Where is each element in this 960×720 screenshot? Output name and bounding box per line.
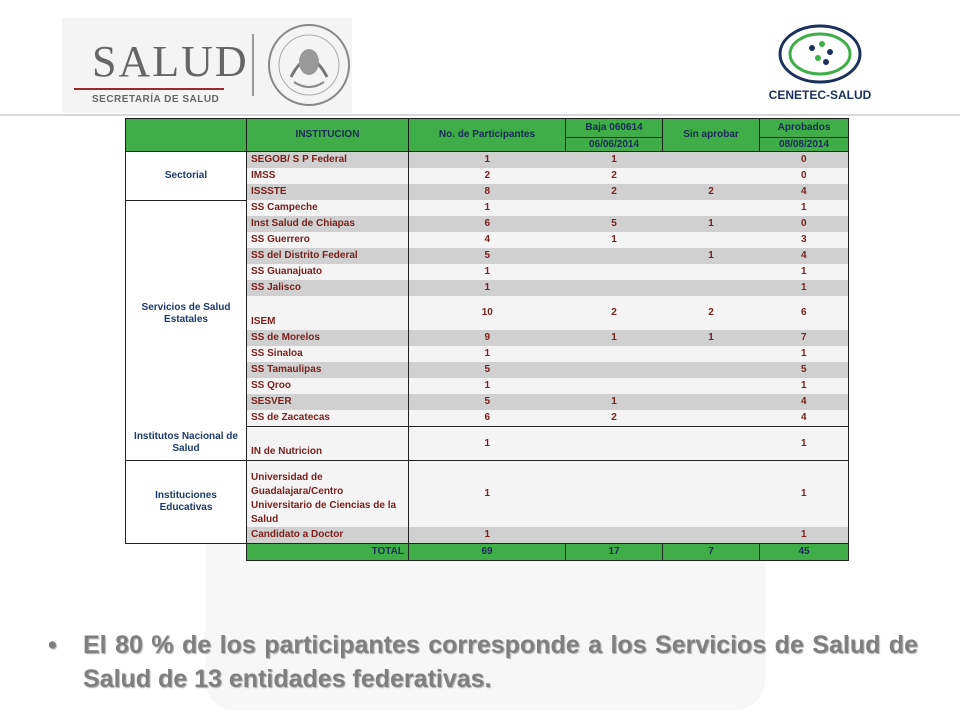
table-header-row (126, 119, 849, 138)
row-aprobados: 3 (760, 232, 849, 248)
header-divider (0, 114, 960, 116)
row-participants: 1 (484, 202, 491, 213)
row-baja (566, 264, 663, 280)
row-baja: 1 (611, 154, 617, 165)
row-baja (566, 346, 663, 362)
row-participants: 1 (484, 154, 491, 165)
row-participants: 9 (484, 332, 491, 343)
row-baja: 5 (611, 218, 617, 229)
row-baja: 2 (611, 307, 617, 318)
row-institution: Candidato a Doctor (247, 527, 409, 544)
row-sin-aprobar (663, 168, 760, 184)
header-baja: Baja 060614 (566, 119, 663, 138)
row-aprobados: 1 (760, 264, 849, 280)
row-baja (566, 378, 663, 394)
row-aprobados: 0 (760, 152, 849, 169)
category-instituciones: Instituciones Educativas (126, 461, 247, 544)
row-aprobados: 1 (760, 527, 849, 544)
row-institution: SS Guanajuato (247, 264, 409, 280)
row-baja: 2 (611, 170, 617, 181)
row-sin-aprobar: 1 (708, 332, 714, 343)
cenetec-logo (760, 20, 880, 110)
row-aprobados: 1 (760, 200, 849, 216)
row-aprobados: 4 (760, 248, 849, 264)
bullet-text: El 80 % de los participantes corresponde a los Servicios de Salud de Salud de 13 entidades federativas. (83, 631, 918, 693)
row-sin-aprobar (663, 378, 760, 394)
summary-bullet (48, 628, 918, 696)
row-sin-aprobar (663, 427, 760, 461)
row-participants: 2 (484, 170, 491, 181)
row-sin-aprobar (663, 280, 760, 296)
row-sin-aprobar (663, 152, 760, 169)
row-aprobados: 4 (760, 184, 849, 200)
row-institution: SEGOB/ S P Federal (247, 152, 409, 169)
row-sin-aprobar (663, 346, 760, 362)
category-sectorial: Sectorial (126, 152, 247, 201)
row-institution: SS del Distrito Federal (247, 248, 409, 264)
category-servicios: Servicios de Salud Estatales (126, 200, 247, 427)
total-baja: 17 (566, 543, 663, 560)
row-participants: 6 (484, 218, 491, 229)
row-aprobados: 5 (760, 362, 849, 378)
logo-separator (252, 34, 254, 96)
row-participants: 10 (481, 307, 493, 318)
header-participantes: No. de Participantes (409, 119, 566, 152)
table-row (126, 200, 849, 216)
row-sin-aprobar (663, 394, 760, 410)
row-participants: 5 (484, 364, 491, 375)
header (0, 0, 960, 118)
row-institution: SS de Morelos (247, 330, 409, 346)
row-baja (566, 362, 663, 378)
row-baja (566, 280, 663, 296)
bullet-icon: • (48, 631, 57, 659)
row-institution: SS de Zacatecas (247, 410, 409, 427)
row-participants: 1 (484, 487, 491, 499)
row-sin-aprobar: 2 (708, 307, 714, 318)
row-participants: 1 (484, 266, 491, 277)
row-sin-aprobar (663, 200, 760, 216)
table-row (126, 427, 849, 461)
row-aprobados: 1 (760, 461, 849, 527)
row-participants: 1 (484, 380, 491, 391)
row-aprobados: 0 (760, 168, 849, 184)
row-aprobados: 1 (760, 378, 849, 394)
header-baja-date: 06/06/2014 (566, 138, 663, 152)
row-institution: ISSSTE (247, 184, 409, 200)
row-participants: 1 (409, 527, 566, 544)
cenetec-logo-text: CENETEC-SALUD (768, 88, 872, 102)
row-institution: Universidad de Guadalajara/Centro Universitario de Ciencias de la Salud (247, 461, 409, 527)
row-baja: 2 (566, 410, 663, 427)
row-aprobados: 1 (760, 280, 849, 296)
row-baja (566, 200, 663, 216)
row-baja (566, 527, 663, 544)
row-participants: 1 (484, 282, 491, 293)
total-aprobados: 45 (760, 543, 849, 560)
row-sin-aprobar (663, 410, 760, 427)
row-aprobados: 0 (760, 216, 849, 232)
header-sin-aprobar: Sin aprobar (663, 119, 760, 152)
total-blank (126, 543, 247, 560)
row-institution: SS Sinaloa (247, 346, 409, 362)
header-institucion: INSTITUCION (247, 119, 409, 152)
row-participants: 5 (484, 250, 491, 261)
row-institution: SS Guerrero (247, 232, 409, 248)
row-baja: 1 (611, 396, 617, 407)
salud-logo-subtitle: SECRETARÍA DE SALUD (92, 94, 220, 105)
header-aprobados: Aprobados (760, 119, 849, 138)
table-row (126, 461, 849, 527)
row-baja: 1 (611, 332, 617, 343)
total-row (126, 543, 849, 560)
row-participants: 5 (484, 396, 491, 407)
cenetec-globe-icon (760, 20, 880, 88)
row-participants: 6 (409, 410, 566, 427)
row-institution: ISEM (247, 296, 409, 330)
row-sin-aprobar (663, 264, 760, 280)
row-baja (566, 427, 663, 461)
row-institution: SS Qroo (247, 378, 409, 394)
row-baja (566, 248, 663, 264)
row-participants: 8 (484, 186, 491, 197)
category-institutos: Institutos Nacional de Salud (126, 427, 247, 461)
row-participants: 4 (484, 234, 491, 245)
row-sin-aprobar: 2 (708, 186, 714, 197)
row-institution: SS Campeche (247, 200, 409, 216)
row-sin-aprobar: 1 (708, 218, 714, 229)
row-sin-aprobar (663, 461, 760, 527)
row-sin-aprobar: 1 (708, 250, 714, 261)
total-label: TOTAL (247, 543, 409, 560)
row-baja (566, 461, 663, 527)
row-sin-aprobar (663, 232, 760, 248)
row-institution: IN de Nutricion (247, 427, 409, 461)
row-baja: 1 (611, 234, 617, 245)
row-aprobados: 4 (760, 410, 849, 427)
header-aprobados-date: 08/08/2014 (760, 138, 849, 152)
header-blank (126, 119, 247, 152)
row-institution: SESVER (247, 394, 409, 410)
row-aprobados: 1 (760, 427, 849, 461)
table-row (126, 152, 849, 169)
row-participants: 1 (484, 348, 491, 359)
total-sin-aprobar: 7 (663, 543, 760, 560)
row-aprobados: 7 (760, 330, 849, 346)
row-sin-aprobar (663, 527, 760, 544)
mexico-seal-icon (266, 22, 352, 108)
row-aprobados: 1 (760, 346, 849, 362)
row-participants: 1 (409, 427, 566, 461)
row-institution: SS Jalisco (247, 280, 409, 296)
total-participants: 69 (409, 543, 566, 560)
row-aprobados: 4 (760, 394, 849, 410)
row-institution: SS Tamaulipas (247, 362, 409, 378)
row-aprobados: 6 (760, 296, 849, 330)
row-institution: Inst Salud de Chiapas (247, 216, 409, 232)
salud-logo-rule (74, 88, 224, 90)
row-institution: IMSS (247, 168, 409, 184)
participants-table (125, 118, 849, 561)
row-sin-aprobar (663, 362, 760, 378)
salud-logo-word: SALUD (92, 37, 249, 86)
row-baja: 2 (611, 186, 617, 197)
salud-logo (62, 18, 352, 113)
